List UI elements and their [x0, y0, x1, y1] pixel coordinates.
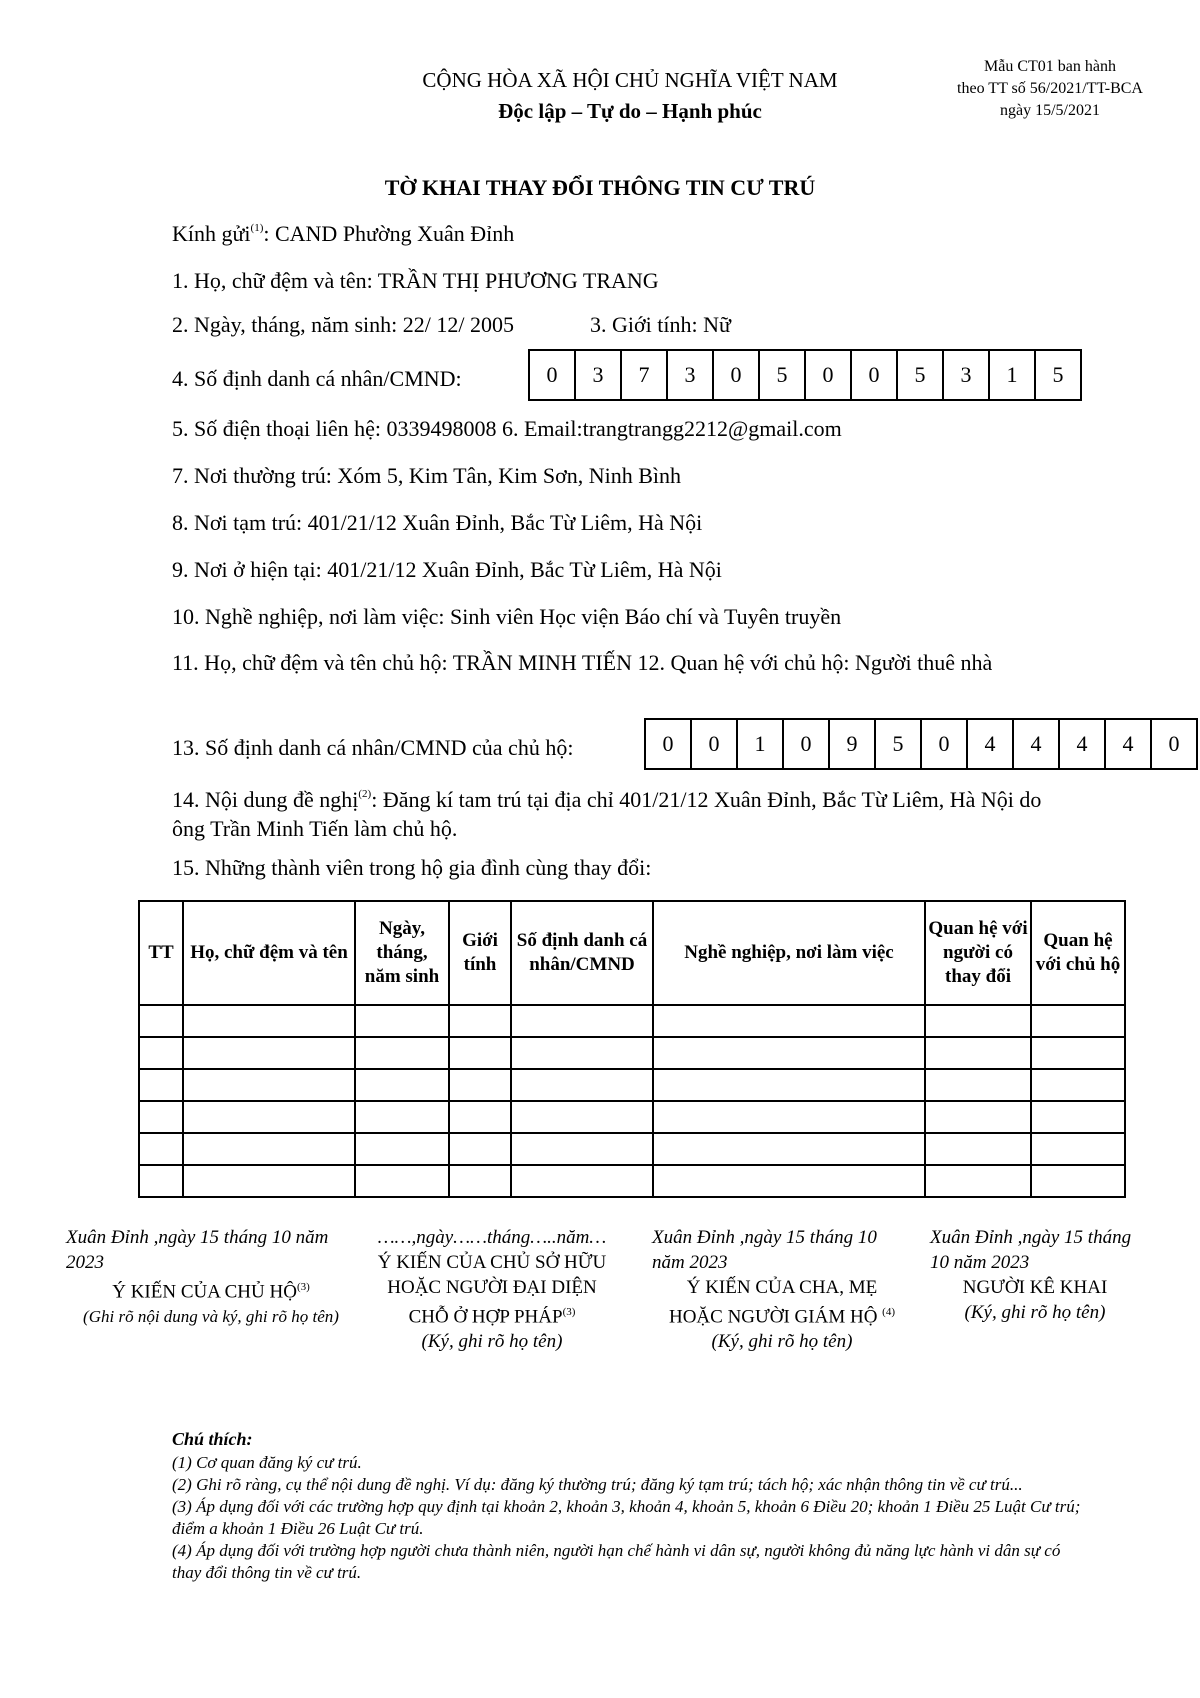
footnote-item: (2) Ghi rõ ràng, cụ thể nội dung đề nghị. Ví dụ: đăng ký thường trú; đăng ký tạm trú; tách hộ; xác nhận thông tin về cư trú...	[172, 1475, 1023, 1494]
head-id-number-box	[644, 718, 1198, 770]
field-id-label: 4. Số định danh cá nhân/CMND:	[172, 366, 462, 391]
form-code	[930, 56, 1170, 122]
table-row	[139, 1005, 1125, 1037]
footnote-item: (3) Áp dụng đối với các trường hợp quy định tại khoản 2, khoản 3, khoản 4, khoản 5, khoản 6 Điều 20; khoản 1 Điều 25 Luật Cư trú; điểm a khoản 1 Điều 26 Luật Cư trú.	[172, 1497, 1081, 1538]
field-head-id-label: 13. Số định danh cá nhân/CMND của chủ hộ:	[172, 735, 574, 760]
table-row	[139, 1037, 1125, 1069]
signature-note: (Ký, ghi rõ họ tên)	[964, 1302, 1106, 1323]
members-table	[138, 900, 1126, 1198]
id-digit: 0	[784, 720, 830, 768]
id-digit: 5	[898, 351, 944, 399]
field-members-heading: 15. Những thành viên trong hộ gia đình cùng thay đổi:	[172, 855, 652, 880]
table-header-row	[139, 901, 1125, 1005]
id-digit: 4	[1106, 720, 1152, 768]
signature-title: NGƯỜI KÊ KHAI	[962, 1277, 1108, 1298]
id-digit: 4	[1060, 720, 1106, 768]
column-header: Họ, chữ đệm và tên	[183, 901, 355, 1005]
id-digit: 0	[714, 351, 760, 399]
id-digit: 5	[876, 720, 922, 768]
field-temporary-address: 8. Nơi tạm trú: 401/21/12 Xuân Đỉnh, Bắc Từ Liêm, Hà Nội	[172, 510, 703, 535]
form-code-line: Mẫu CT01 ban hành	[984, 58, 1116, 75]
footnote-ref: (2)	[358, 788, 372, 800]
signature-note: (Ký, ghi rõ họ tên)	[711, 1331, 853, 1353]
footnote-ref: (3)	[562, 1306, 576, 1318]
field-permanent-address: 7. Nơi thường trú: Xóm 5, Kim Tân, Kim Sơn, Ninh Bình	[172, 463, 682, 488]
id-digit: 0	[922, 720, 968, 768]
field-occupation: 10. Nghề nghiệp, nơi làm việc: Sinh viên Học viện Báo chí và Tuyên truyền	[172, 604, 842, 629]
id-digit: 0	[646, 720, 692, 768]
id-digit: 7	[622, 351, 668, 399]
table-row	[139, 1165, 1125, 1197]
id-digit: 1	[738, 720, 784, 768]
signature-declarant	[930, 1225, 1140, 1325]
field-birth-date: 2. Ngày, tháng, năm sinh: 22/ 12/ 2005	[172, 312, 514, 337]
recipient-label: Kính gửi	[172, 221, 251, 246]
footnotes-heading: Chú thích:	[172, 1429, 253, 1449]
column-header: TT	[139, 901, 183, 1005]
signature-note: (Ký, ghi rõ họ tên)	[421, 1331, 563, 1353]
id-digit: 0	[692, 720, 738, 768]
signature-title: Ý KIẾN CỦA CHỦ HỘ	[112, 1281, 297, 1303]
column-header: Ngày, tháng, năm sinh	[355, 901, 449, 1005]
signature-owner	[372, 1225, 612, 1354]
column-header: Quan hệ với chủ hộ	[1031, 901, 1125, 1005]
footnote-item: (1) Cơ quan đăng ký cư trú.	[172, 1453, 362, 1472]
recipient-line	[172, 221, 514, 247]
id-digit: 0	[530, 351, 576, 399]
form-title: TỜ KHAI THAY ĐỔI THÔNG TIN CƯ TRÚ	[384, 175, 816, 200]
field-gender: 3. Giới tính: Nữ	[590, 312, 731, 337]
field-full-name: 1. Họ, chữ đệm và tên: TRẦN THỊ PHƯƠNG TRANG	[172, 268, 659, 293]
field-phone-email: 5. Số điện thoại liên hệ: 0339498008 6. Email:trangtrangg2212@gmail.com	[172, 416, 842, 441]
id-digit: 3	[944, 351, 990, 399]
id-digit: 0	[1168, 731, 1180, 756]
request-value: : Đăng kí tam trú tại địa chỉ 401/21/12 Xuân Đỉnh, Bắc Từ Liêm, Hà Nội do ông Trần Minh Tiến làm chủ hộ.	[172, 787, 1042, 841]
id-digit: 5	[760, 351, 806, 399]
column-header: Giới tính	[449, 901, 511, 1005]
field-request-content	[172, 780, 1062, 843]
form-code-line: theo TT số 56/2021/TT-BCA	[957, 80, 1143, 97]
id-digit: 3	[668, 351, 714, 399]
column-header: Nghề nghiệp, nơi làm việc	[653, 901, 925, 1005]
footnote-ref: (1)	[250, 222, 264, 234]
signature-household-head	[66, 1225, 356, 1329]
recipient-value: : CAND Phường Xuân Đỉnh	[263, 221, 515, 246]
field-household-head: 11. Họ, chữ đệm và tên chủ hộ: TRẦN MINH TIẾN 12. Quan hệ với chủ hộ: Người thuê nhà	[172, 650, 993, 675]
id-digit: 0	[806, 351, 852, 399]
footnote-ref: (3)	[296, 1281, 310, 1293]
footnote-ref: (4)	[882, 1306, 895, 1318]
motto-heading: Độc lập – Tự do – Hạnh phúc	[498, 99, 762, 123]
table-row	[139, 1069, 1125, 1101]
id-digit: 4	[968, 720, 1014, 768]
id-digit: 3	[576, 351, 622, 399]
signature-date: Xuân Đỉnh ,ngày 15 tháng 10 năm 2023	[652, 1227, 877, 1273]
id-digit: 0	[852, 351, 898, 399]
table-row	[139, 1101, 1125, 1133]
id-digit: 4	[1014, 720, 1060, 768]
request-label: 14. Nội dung đề nghị	[172, 787, 359, 812]
column-header: Số định danh cá nhân/CMND	[511, 901, 653, 1005]
form-code-line: ngày 15/5/2021	[1000, 102, 1100, 119]
footnotes	[172, 1428, 1092, 1584]
id-digit: 1	[990, 351, 1036, 399]
id-number-box	[528, 349, 1082, 401]
signature-guardian	[652, 1225, 912, 1354]
signature-date: Xuân Đỉnh ,ngày 15 tháng 10 năm 2023	[66, 1227, 329, 1273]
field-current-address: 9. Nơi ở hiện tại: 401/21/12 Xuân Đỉnh, Bắc Từ Liêm, Hà Nội	[172, 557, 722, 582]
signature-title: Ý KIẾN CỦA CHA, MẸ HOẶC NGƯỜI GIÁM HỘ	[668, 1277, 878, 1328]
signature-date: ……,ngày……tháng…..năm…	[377, 1227, 607, 1248]
column-header: Quan hệ với người có thay đổi	[925, 901, 1031, 1005]
id-digit: 9	[830, 720, 876, 768]
footnote-item: (4) Áp dụng đối với trường hợp người chưa thành niên, người hạn chế hành vi dân sự, người không đủ năng lực hành vi dân sự có thay đổi thông tin về cư trú.	[172, 1541, 1061, 1582]
signature-title: Ý KIẾN CỦA CHỦ SỞ HỮU HOẶC NGƯỜI ĐẠI DIỆN CHỖ Ở HỢP PHÁP	[377, 1252, 607, 1328]
signature-date: Xuân Đỉnh ,ngày 15 tháng 10 năm 2023	[930, 1227, 1132, 1273]
nation-heading: CỘNG HÒA XÃ HỘI CHỦ NGHĨA VIỆT NAM	[422, 68, 838, 92]
id-digit: 5	[1052, 362, 1064, 387]
table-row	[139, 1133, 1125, 1165]
signature-note: (Ghi rõ nội dung và ký, ghi rõ họ tên)	[83, 1307, 339, 1327]
